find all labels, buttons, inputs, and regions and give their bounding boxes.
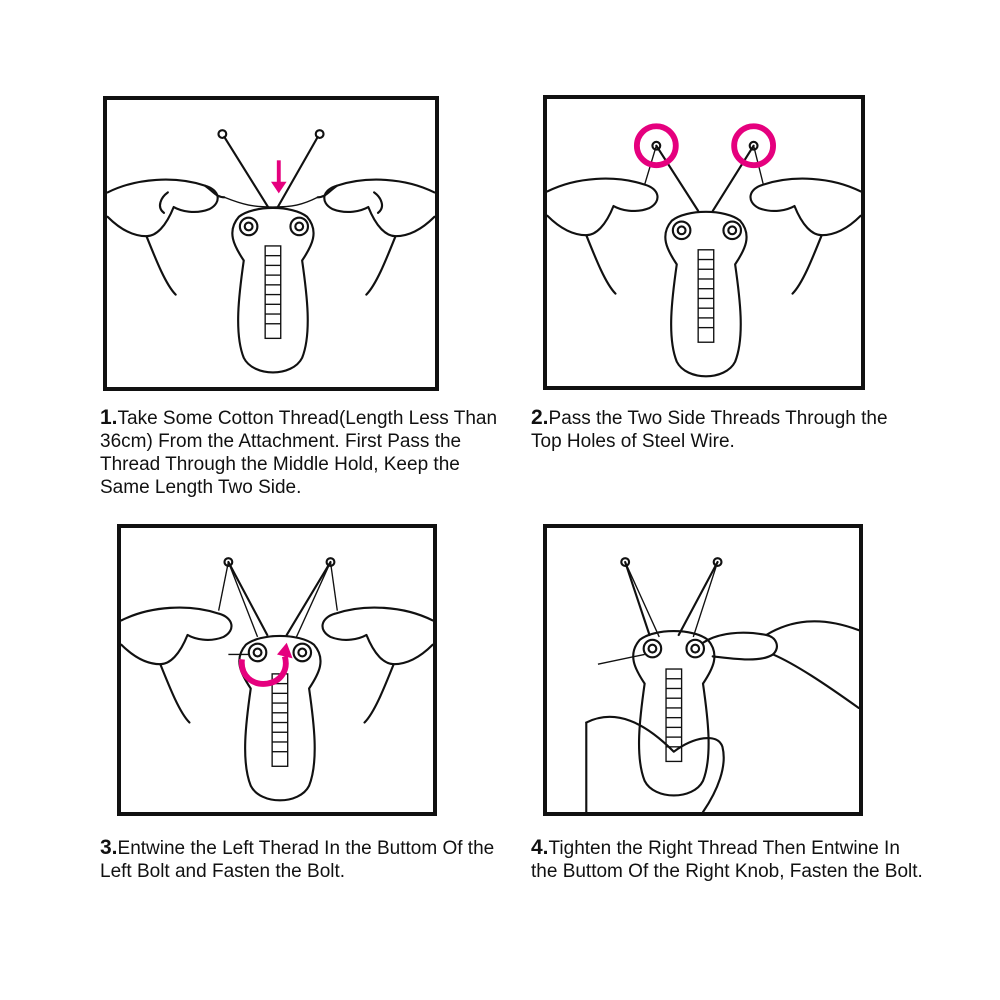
step-2-illustration — [543, 95, 865, 390]
step-2-number: 2. — [531, 406, 549, 429]
threader-device-illustration — [107, 100, 435, 387]
step-3-number: 3. — [100, 836, 118, 859]
step-2-caption — [531, 406, 911, 453]
step-1-illustration — [103, 96, 439, 391]
step-3-caption — [100, 836, 500, 883]
step-4-number: 4. — [531, 836, 549, 859]
step-3-illustration — [117, 524, 437, 816]
threader-device-illustration — [547, 99, 861, 386]
step-2-text: Pass the Two Side Threads Through the Top Holes of Steel Wire. — [531, 408, 888, 452]
step-3-text: Entwine the Left Therad In the Buttom Of the Left Bolt and Fasten the Bolt. — [100, 838, 495, 882]
step-1-number: 1. — [100, 406, 118, 429]
step-4-text: Tighten the Right Thread Then Entwine In the Buttom Of the Right Knob, Fasten the Bolt. — [531, 838, 923, 882]
step-4-caption — [531, 836, 931, 883]
step-1-caption — [100, 406, 510, 499]
step-4-illustration — [543, 524, 863, 816]
threader-device-illustration — [547, 528, 859, 812]
step-1-text: Take Some Cotton Thread(Length Less Than 36cm) From the Attachment. First Pass the Thread Through the Middle Hold, Keep the Same Length Two Side. — [100, 408, 498, 498]
threader-device-illustration — [121, 528, 433, 812]
